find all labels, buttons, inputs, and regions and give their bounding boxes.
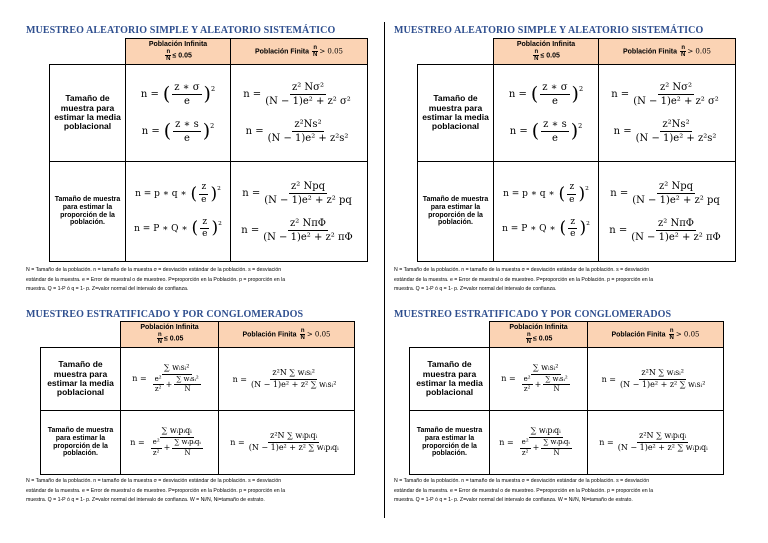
cell-finite-prop [219, 411, 355, 475]
formula-inf-p: n = p ∗ q ∗ ( $\frac{z}{e}$ ) 2 [135, 181, 221, 205]
cell-finite-mean [599, 65, 736, 162]
cell-infinite-mean [490, 348, 588, 411]
formula-inf-sigma: n = ( $\frac{z ∗ \sigma}{e}$ ) 2 [140, 82, 216, 107]
row-label-mean: Tamaño de muestra para estimar la media poblacional [410, 348, 490, 411]
cell-infinite-mean [494, 65, 599, 162]
formula-strat-inf-mean: n = ∑ wᵢsᵢ² $\frac{\text{e²}}{\text{z²}}$ + $\frac{\text{∑ wᵢsᵢ²}}{N}$ [132, 362, 199, 394]
header-infinite: Población Infinita $\frac{n}{N}$ ≤ 0.05 [490, 322, 588, 348]
formula-table [409, 321, 724, 475]
formula-inf-p: n = p ∗ q ∗ ( $\frac{z}{e}$ ) 2 [503, 181, 589, 205]
formula-table [417, 38, 736, 262]
formula-fin-s: n = $\frac{\text{z²Ns²}}{\text{(N − 1)e² + z²s²}}$ [245, 119, 349, 144]
header-infinite: Población Infinita $\frac{n}{N}$ ≤ 0.05 [121, 322, 219, 348]
row-label-proportion: Tamaño de muestra para estimar la proporción de la población. [418, 162, 494, 262]
header-infinite: Población Infinita $\frac{n}{N}$ ≤ 0.05 [494, 39, 599, 65]
column-divider [384, 22, 385, 518]
cell-finite-mean [231, 65, 368, 162]
row-label-proportion: Tamaño de muestra para estimar la proporción de la población. [50, 162, 126, 262]
formula-inf-P: n = P ∗ Q ∗ ( $\frac{z}{e}$ ) 2 [134, 216, 222, 240]
section-title: MUESTREO ESTRATIFICADO Y POR CONGLOMERADOS [26, 309, 304, 320]
legend-note: N = Tamaño de la población. n = tamaño de la muestra σ = desviación estándar de la población. s = desviación estándar de la muestra. e = Error de muestral o de muestreo. P=proporción en la Población. p = proporción en la muestra. Q = 1-P ó q = 1- p. Z=valor normal del intervalo de confianza. W = Ni/N, Ni=tamaño de estrato. [26, 478, 286, 503]
section-title: MUESTREO ESTRATIFICADO Y POR CONGLOMERADOS [394, 309, 672, 320]
formula-strat-fin-mean: n = $\frac{\text{z²N ∑ wᵢsᵢ²}}{\text{(N − 1)e² + z² ∑ wᵢsᵢ²}}$ [601, 367, 706, 389]
formula-fin-s: n = $\frac{\text{z²Ns²}}{\text{(N − 1)e² + z²s²}}$ [613, 119, 717, 144]
formula-inf-sigma: n = ( $\frac{z ∗ \sigma}{e}$ ) 2 [508, 82, 584, 107]
formula-strat-inf-prop: n = ∑ wᵢpᵢqᵢ $\frac{\text{e²}}{\text{z²}}$ + $\frac{\text{∑ wᵢpᵢqᵢ}}{N}$ [130, 426, 201, 457]
formula-strat-fin-prop: n = $\frac{\text{z²N ∑ wᵢpᵢqᵢ}}{\text{(N − 1)e² + z² ∑ wᵢpᵢqᵢ}}$ [230, 431, 339, 452]
legend-note: N = Tamaño de la población. n = tamaño de la muestra σ = desviación estándar de la población. s = desviación estándar de la muestra. e = Error de muestral o de muestreo. P=proporción en la Población. p = proporción en la muestra. Q = 1-P ó q = 1- p. Z=valor normal del intervalo de confianza. [394, 267, 654, 292]
formula-fin-sigma: n = $\frac{\text{z² Nσ²}}{\text{(N − 1)e² + z² σ²}}$ [611, 82, 719, 107]
row-label-mean: Tamaño de muestra para estimar la media poblacional [418, 65, 494, 162]
formula-inf-s: n = ( $\frac{z ∗ s}{e}$ ) 2 [141, 119, 215, 144]
cell-infinite-mean [121, 348, 219, 411]
cell-finite-mean [588, 348, 724, 411]
cell-infinite-mean [126, 65, 231, 162]
formula-fin-sigma: n = $\frac{\text{z² Nσ²}}{\text{(N − 1)e² + z² σ²}}$ [243, 82, 351, 107]
formula-inf-P: n = P ∗ Q ∗ ( $\frac{z}{e}$ ) 2 [502, 216, 590, 240]
header-finite: Población Finita $\frac{n}{N}$ > 0.05 [588, 322, 724, 348]
cell-infinite-prop [494, 162, 599, 262]
formula-inf-s: n = ( $\frac{z ∗ s}{e}$ ) 2 [509, 119, 583, 144]
cell-finite-prop [599, 162, 736, 262]
row-label-mean: Tamaño de muestra para estimar la media poblacional [41, 348, 121, 411]
cell-infinite-prop [490, 411, 588, 475]
formula-strat-inf-prop: n = ∑ wᵢpᵢqᵢ $\frac{\text{e²}}{\text{z²}}$ + $\frac{\text{∑ wᵢpᵢqᵢ}}{N}$ [499, 426, 570, 457]
row-label-mean: Tamaño de muestra para estimar la media poblacional [50, 65, 126, 162]
section-title: MUESTREO ALEATORIO SIMPLE Y ALEATORIO SISTEMÁTICO [394, 25, 704, 36]
formula-strat-fin-mean: n = $\frac{\text{z²N ∑ wᵢsᵢ²}}{\text{(N − 1)e² + z² ∑ wᵢsᵢ²}}$ [232, 367, 337, 389]
header-finite: Población Finita $\frac{n}{N}$ > 0.05 [231, 39, 368, 65]
cell-finite-prop [231, 162, 368, 262]
cell-finite-mean [219, 348, 355, 411]
formula-table [40, 321, 355, 475]
formula-strat-fin-prop: n = $\frac{\text{z²N ∑ wᵢpᵢqᵢ}}{\text{(N − 1)e² + z² ∑ wᵢpᵢqᵢ}}$ [599, 431, 708, 452]
formula-fin-p: n = $\frac{\text{z² Npq}}{\text{(N − 1)e² + z² pq}}$ [242, 180, 352, 206]
header-infinite: Población Infinita $\frac{n}{N}$ ≤ 0.05 [126, 39, 231, 65]
formula-fin-p: n = $\frac{\text{z² Npq}}{\text{(N − 1)e² + z² pq}}$ [610, 180, 720, 206]
legend-note: N = Tamaño de la población. n = tamaño de la muestra σ = desviación estándar de la población. s = desviación estándar de la muestra. e = Error de muestral o de muestreo. P=proporción en la Población. p = proporción en la muestra. Q = 1-P ó q = 1- p. Z=valor normal del intervalo de confianza. W = Ni/N, Ni=tamaño de estrato. [394, 478, 654, 503]
cell-finite-prop [588, 411, 724, 475]
legend-note: N = Tamaño de la población. n = tamaño de la muestra σ = desviación estándar de la población. s = desviación estándar de la muestra. e = Error de muestral o de muestreo. P=proporción en la Población. p = proporción en la muestra. Q = 1-P ó q = 1- p. Z=valor normal del intervalo de confianza. [26, 267, 286, 292]
formula-fin-P: n = $\frac{\text{z² NπΦ}}{\text{(N − 1)e² + z² πΦ}}$ [609, 217, 721, 243]
row-label-proportion: Tamaño de muestra para estimar la proporción de la población. [410, 411, 490, 475]
cell-infinite-prop [121, 411, 219, 475]
header-finite: Población Finita $\frac{n}{N}$ > 0.05 [599, 39, 736, 65]
formula-table [49, 38, 368, 262]
section-title: MUESTREO ALEATORIO SIMPLE Y ALEATORIO SISTEMÁTICO [26, 25, 336, 36]
formula-fin-P: n = $\frac{\text{z² NπΦ}}{\text{(N − 1)e² + z² πΦ}}$ [241, 217, 353, 243]
cell-infinite-prop [126, 162, 231, 262]
row-label-proportion: Tamaño de muestra para estimar la proporción de la población. [41, 411, 121, 475]
header-finite: Población Finita $\frac{n}{N}$ > 0.05 [219, 322, 355, 348]
formula-strat-inf-mean: n = ∑ wᵢsᵢ² $\frac{\text{e²}}{\text{z²}}$ + $\frac{\text{∑ wᵢsᵢ²}}{N}$ [501, 362, 568, 394]
